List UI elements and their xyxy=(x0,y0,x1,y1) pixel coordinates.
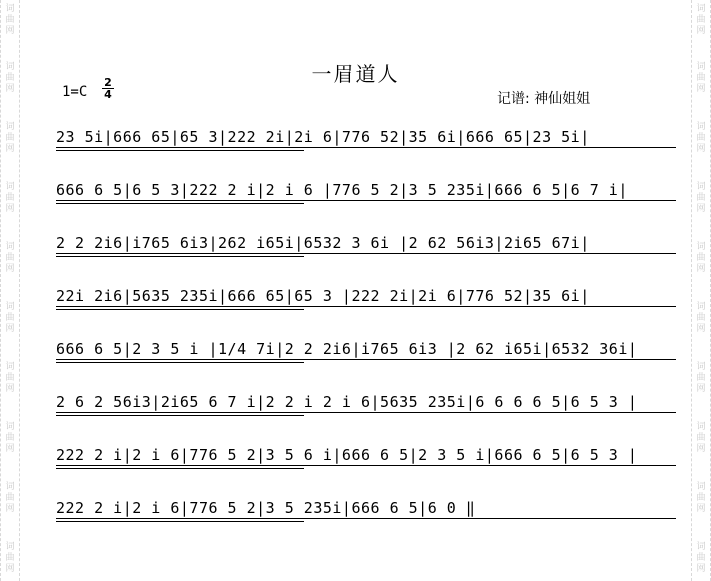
watermark-text: 词 曲 网 xyxy=(5,542,15,574)
watermark-text: 词 曲 网 xyxy=(5,182,15,214)
notation-line: 222 2 i|2 i 6|776 5 2|3 5 235i|666 6 5|6 0 ‖ xyxy=(56,498,676,522)
score-title: 一眉道人 xyxy=(311,62,400,86)
key-signature: 1=C xyxy=(62,84,88,100)
watermark-text: 词 曲 网 xyxy=(696,362,706,394)
meter-numerator: 2 xyxy=(102,77,114,89)
notation-line: 2 6 2 56i3|2i65 6 7 i|2 2 i 2 i 6|5635 235i|6 6 6 6 5|6 5 3 | xyxy=(56,392,676,416)
watermark-text: 词 曲 网 xyxy=(5,362,15,394)
watermark-text: 词 曲 网 xyxy=(696,482,706,514)
watermark-text: 词 曲 网 xyxy=(696,4,706,36)
notation-line: 666 6 5|2 3 5 i |1/4 7i|2 2 2i6|i765 6i3 |2 62 i65i|6532 36i| xyxy=(56,339,676,363)
time-signature xyxy=(102,77,114,100)
watermark-text: 词 曲 网 xyxy=(5,242,15,274)
transcriber-credit: 记谱: 神仙姐姐 xyxy=(497,91,591,107)
notation-line: 2 2 2i6|i765 6i3|262 i65i|6532 3 6i |2 62 56i3|2i65 67i| xyxy=(56,233,676,257)
watermark-text: 词 曲 网 xyxy=(5,422,15,454)
watermark-text: 词 曲 网 xyxy=(696,62,706,94)
watermark-text: 词 曲 网 xyxy=(5,4,15,36)
watermark-text: 词 曲 网 xyxy=(696,122,706,154)
watermark-text: 词 曲 网 xyxy=(696,422,706,454)
watermark-text: 词 曲 网 xyxy=(696,302,706,334)
left-watermark-strip xyxy=(0,0,20,581)
watermark-text: 词 曲 网 xyxy=(696,542,706,574)
watermark-text: 词 曲 网 xyxy=(696,182,706,214)
watermark-text: 词 曲 网 xyxy=(696,242,706,274)
watermark-text: 词 曲 网 xyxy=(5,122,15,154)
watermark-text: 词 曲 网 xyxy=(5,482,15,514)
notation-line: 22i 2i6|5635 235i|666 65|65 3 |222 2i|2i 6|776 52|35 6i| xyxy=(56,286,676,310)
right-watermark-strip xyxy=(691,0,711,581)
notation-line: 222 2 i|2 i 6|776 5 2|3 5 6 i|666 6 5|2 3 5 i|666 6 5|6 5 3 | xyxy=(56,445,676,469)
meter-denominator: 4 xyxy=(104,88,112,101)
notation-line: 666 6 5|6 5 3|222 2 i|2 i 6 |776 5 2|3 5 235i|666 6 5|6 7 i| xyxy=(56,180,676,204)
watermark-text: 词 曲 网 xyxy=(5,302,15,334)
notation-line: 23 5i|666 65|65 3|222 2i|2i 6|776 52|35 6i|666 65|23 5i| xyxy=(56,127,676,151)
watermark-text: 词 曲 网 xyxy=(5,62,15,94)
